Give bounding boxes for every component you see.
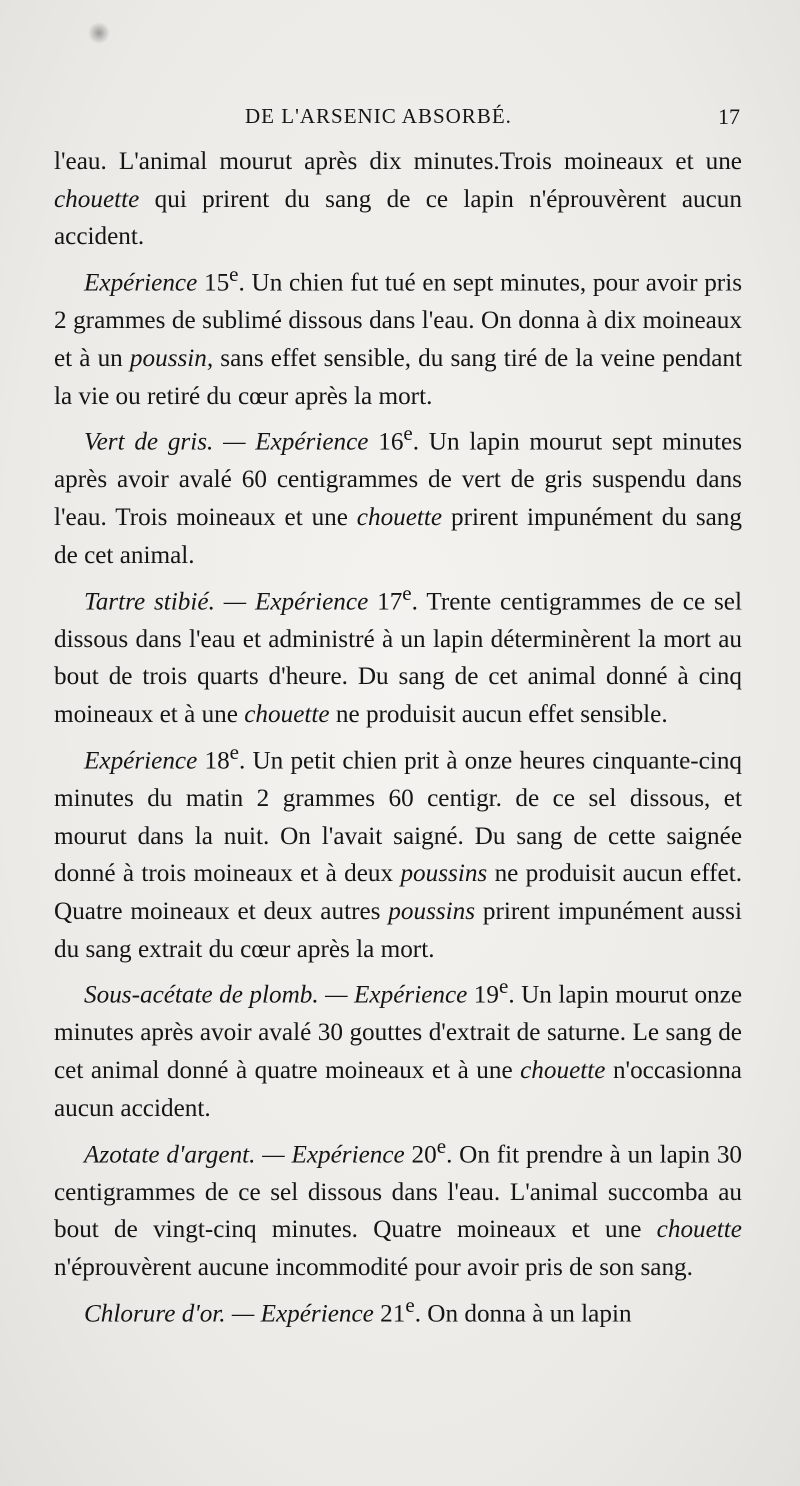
- experience-label: Vert de gris. — Expérience: [84, 428, 369, 456]
- page-number: 17: [718, 104, 740, 129]
- text-run: ne produisit aucun effet sensible.: [329, 701, 668, 729]
- experience-label: Azotate d'argent. — Expérience: [84, 1140, 405, 1168]
- text-run: n'éprouvèrent aucune incommodité pour avoir pris de son sang.: [54, 1254, 693, 1282]
- superscript: e: [405, 1292, 415, 1317]
- text-run: prirent impunément aussi du sang extrait du cœur après la mort.: [54, 897, 742, 963]
- text-run: . Un lapin mourut sept minutes après avoir avalé 60 centigrammes de vert de gris suspendu dans l'eau. Trois moineaux et une: [54, 428, 742, 532]
- italic-run: poussins: [400, 860, 488, 888]
- text-run: qui prirent du sang de ce lapin n'éprouvèrent aucun accident.: [54, 185, 742, 251]
- italic-run: chouette: [656, 1216, 742, 1244]
- ink-smudge: [88, 22, 110, 44]
- paragraph-experience-19: [54, 968, 742, 1127]
- italic-run: poussin,: [129, 344, 214, 372]
- text-run: 20: [404, 1140, 437, 1168]
- experience-label: Tartre stibié. — Expérience: [84, 587, 369, 615]
- paragraph-continued: [54, 143, 742, 256]
- text-run: . On fit prendre à un lapin 30 centigrammes de ce sel dissous dans l'eau. L'animal succomba au bout de vingt-cinq minutes. Quatre moineaux et une: [54, 1140, 743, 1244]
- superscript: e: [229, 739, 239, 764]
- running-title: DE L'ARSENIC ABSORBÉ.: [245, 104, 512, 128]
- superscript: e: [402, 580, 412, 605]
- paragraph-experience-15: [54, 256, 742, 415]
- text-run: sans effet sensible, du sang tiré de la veine pendant la vie ou retiré du cœur après la mort.: [54, 344, 742, 410]
- superscript: e: [499, 974, 509, 999]
- italic-run: chouette: [356, 504, 443, 532]
- italic-run: chouette: [54, 185, 140, 213]
- text-run: l'eau. L'animal mourut après dix minutes.Trois moineaux et une: [54, 148, 742, 175]
- paragraph-experience-16: [54, 415, 742, 574]
- body-text: [54, 143, 742, 1333]
- paragraph-experience-21: [54, 1287, 742, 1333]
- text-run: . Un lapin mourut onze minutes après avoir avalé 30 gouttes d'extrait de saturne. Le sang de cet animal donné à quatre moineaux et à une: [54, 981, 742, 1085]
- text-run: 19: [467, 981, 499, 1009]
- text-run: 17: [368, 587, 403, 615]
- page-header: [52, 104, 742, 134]
- paragraph-experience-20: [54, 1128, 742, 1287]
- superscript: e: [403, 421, 413, 446]
- text-run: 16: [368, 428, 404, 456]
- text-run: n'occasionna aucun accident.: [54, 1057, 742, 1122]
- paragraph-experience-18: [54, 734, 742, 969]
- text-run: . Un chien fut tué en sept minutes, pour avoir pris 2 grammes de sublimé dissous dans l'eau. On donna à dix moineaux et à un: [54, 269, 742, 372]
- experience-label: Expérience: [84, 269, 198, 297]
- text-run: . Un petit chien prit à onze heures cinquante-cinq minutes du matin 2 grammes 60 centigr. de ce sel dissous, et mourut dans la nuit. On l'avait saigné. Du sang de cette saignée donné à trois moineaux et à deux: [54, 747, 743, 888]
- superscript: e: [229, 262, 239, 287]
- text-run: ne produisit aucun effet. Quatre moineaux et deux autres: [54, 860, 742, 925]
- italic-run: chouette: [244, 701, 330, 729]
- text-run: 15: [197, 269, 230, 297]
- text-run: 18: [197, 747, 230, 775]
- text-run: . Trente centigrammes de ce sel dissous dans l'eau et administré à un lapin déterminèrent la mort au bout de trois quarts d'heure. Du sang de cet animal donné à cinq moineaux et à une: [54, 587, 742, 729]
- text-run: . On donna à un lapin: [414, 1300, 632, 1328]
- experience-label: Chlorure d'or. — Expérience: [84, 1300, 374, 1328]
- superscript: e: [436, 1133, 447, 1158]
- text-run: 21: [373, 1300, 406, 1328]
- experience-label: Sous-acétate de plomb. — Expérience: [84, 981, 468, 1009]
- italic-run: chouette: [520, 1057, 606, 1085]
- experience-label: Expérience: [84, 747, 198, 775]
- paragraph-experience-17: [54, 575, 742, 734]
- text-run: prirent impunément du sang de cet animal.: [54, 504, 742, 569]
- italic-run: poussins: [388, 897, 476, 925]
